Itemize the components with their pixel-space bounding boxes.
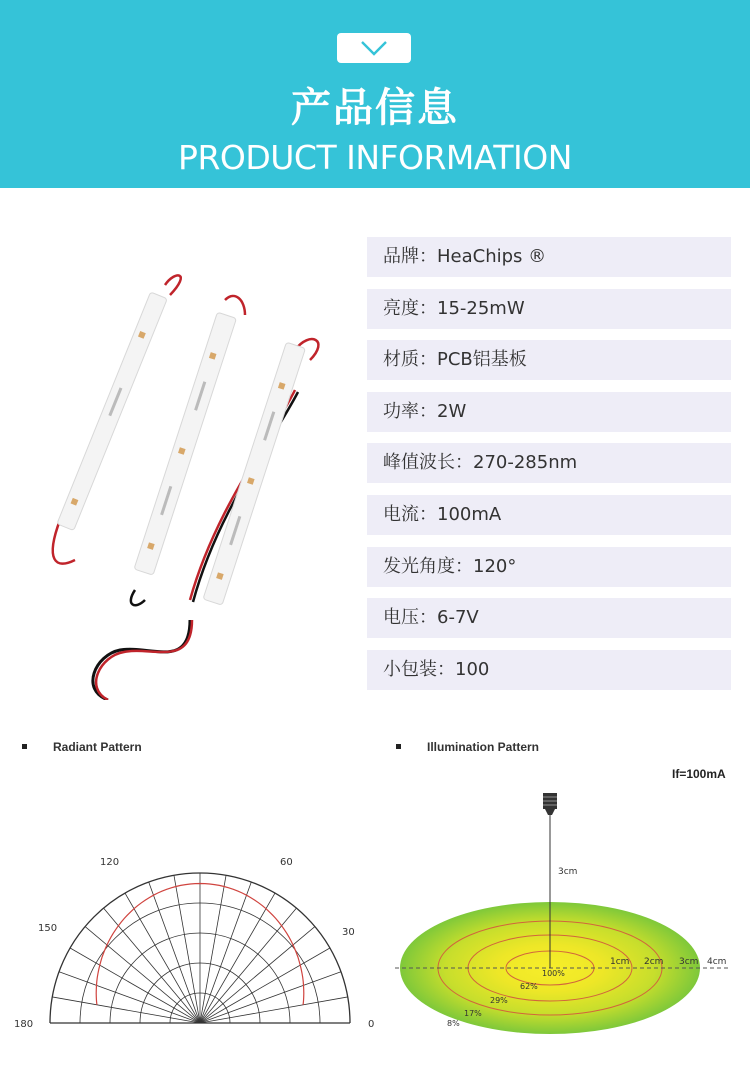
spec-value: 2W: [437, 400, 467, 422]
percent-label-8: 8%: [447, 1019, 460, 1028]
spec-row: [367, 237, 731, 277]
spec-label: 峰值波长：: [383, 452, 473, 474]
collapse-tab[interactable]: [337, 33, 411, 63]
led-icon: [543, 793, 557, 815]
angle-label: 150: [38, 923, 58, 934]
spec-value: 100: [455, 658, 490, 680]
ring-label-3: 3cm: [679, 957, 699, 967]
spec-row: [367, 340, 731, 380]
spec-label: 发光角度：: [383, 555, 473, 577]
spec-row: [367, 650, 731, 690]
page-subtitle: PRODUCT INFORMATION: [178, 138, 572, 177]
spec-label: 品牌：: [383, 246, 437, 267]
ring-label-2: 2cm: [644, 957, 664, 967]
spec-label: 功率：: [383, 400, 437, 422]
product-photo: [40, 260, 340, 700]
angle-label: 0: [368, 1019, 375, 1030]
spec-row: [367, 547, 731, 587]
spec-value: 6-7V: [437, 607, 479, 629]
angle-label: 30: [342, 927, 355, 938]
spec-row: [367, 289, 731, 329]
illumination-heading: Illumination Pattern: [396, 740, 539, 754]
percent-label-29: 29%: [490, 996, 508, 1005]
spec-label: 电压：: [383, 607, 437, 629]
current-label: If=100mA: [672, 767, 726, 781]
spec-value: HeaChips ®: [437, 246, 547, 267]
spec-row: [367, 598, 731, 638]
spec-label: 小包装：: [383, 658, 455, 680]
spec-row: [367, 495, 731, 535]
spec-value: 15-25mW: [437, 297, 525, 319]
radiant-pattern-diagram: [8, 845, 378, 1035]
spec-value: 270-285nm: [473, 452, 578, 474]
spec-value: 100mA: [437, 504, 502, 525]
spec-value: 120°: [473, 555, 517, 577]
angle-label: 180: [14, 1019, 34, 1030]
percent-label-100: 100%: [542, 969, 565, 978]
radiant-heading: Radiant Pattern: [22, 740, 142, 754]
illumination-pattern-diagram: [390, 790, 740, 1035]
spec-label: 电流：: [383, 504, 437, 525]
spec-label: 亮度：: [383, 297, 437, 319]
chevron-down-icon: [359, 39, 389, 57]
bullet-square-icon: [396, 744, 401, 749]
angle-label: 60: [280, 857, 293, 868]
spec-row: [367, 392, 731, 432]
percent-label-62: 62%: [520, 982, 538, 991]
spec-row: [367, 443, 731, 483]
spec-value: PCB铝基板: [437, 349, 527, 371]
spec-label: 材质：: [383, 349, 437, 371]
distance-label: 3cm: [558, 867, 578, 877]
ring-label-1: 1cm: [610, 957, 630, 967]
ring-label-4: 4cm: [707, 957, 727, 967]
header-banner: [0, 0, 750, 188]
bullet-square-icon: [22, 744, 27, 749]
percent-label-17: 17%: [464, 1009, 482, 1018]
angle-label: 120: [100, 857, 120, 868]
page-title: 产品信息: [291, 85, 459, 131]
